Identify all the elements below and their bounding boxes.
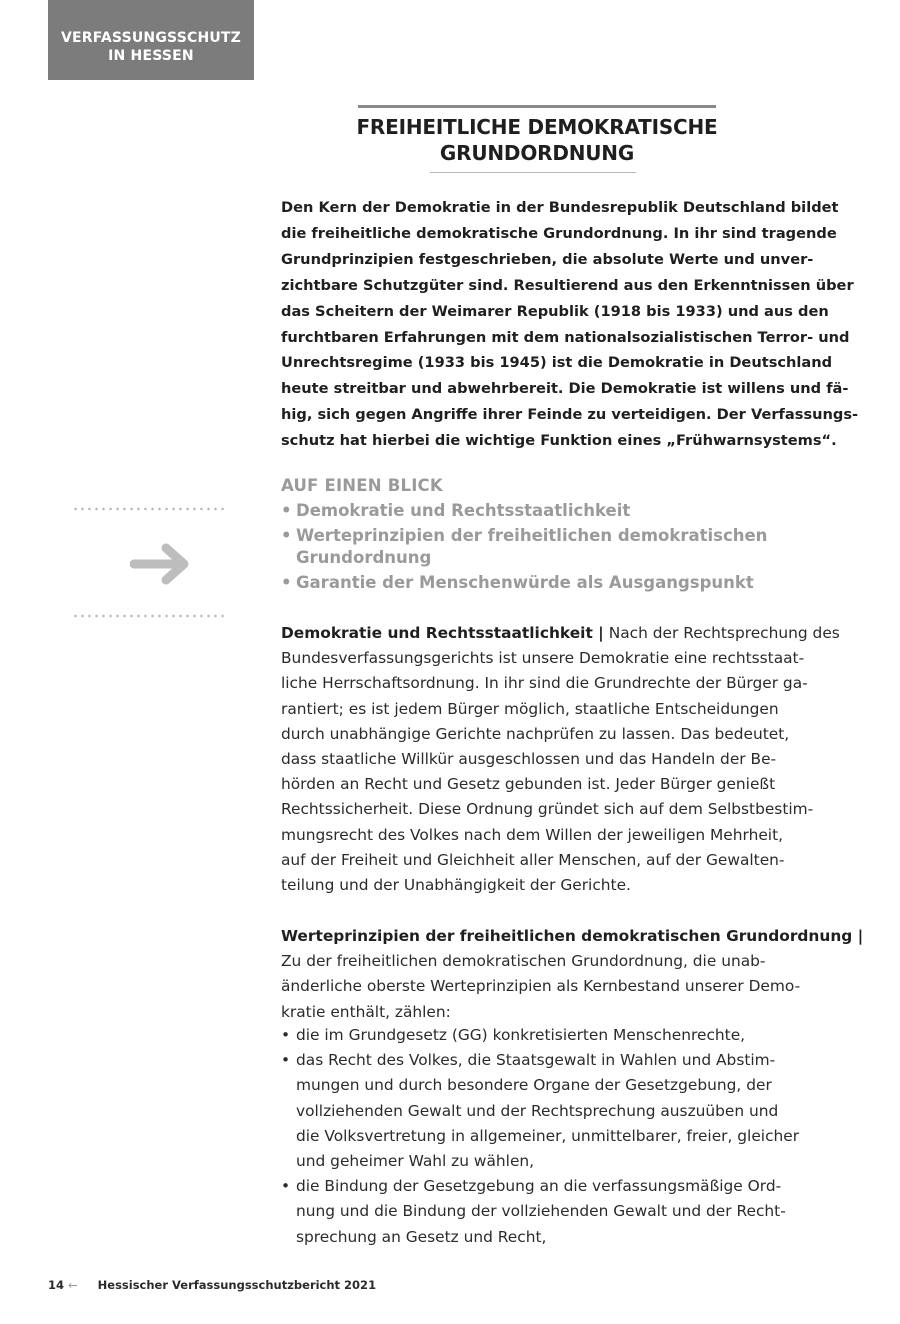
section-first-line	[281, 621, 840, 646]
section-lead: Demokratie und Rechtsstaatlichkeit |	[281, 624, 604, 642]
section-line: teilung und der Unabhängigkeit der Gerichte.	[281, 876, 631, 895]
section-line: Zu der freiheitlichen demokratischen Grundordnung, die unab-	[281, 952, 766, 971]
header-tab	[48, 0, 254, 80]
glance-item-line: • Werteprinzipien der freiheitlichen demokratischen	[296, 526, 768, 545]
section-line: Bundesverfassungsgerichts ist unsere Demokratie eine rechtsstaat-	[281, 649, 805, 668]
section-line: änderliche oberste Werteprinzipien als Kernbestand unserer Demo-	[281, 977, 801, 996]
intro-line: heute streitbar und abwehrbereit. Die Demokratie ist willens und fä-	[281, 380, 849, 398]
section-democracy	[281, 621, 840, 898]
glance-item-line: • Demokratie und Rechtsstaatlichkeit	[296, 501, 631, 520]
intro-line: schutz hat hierbei die wichtige Funktion eines „Frühwarnsystems“.	[281, 432, 837, 450]
section-line: durch unabhängige Gerichte nachprüfen zu lassen. Das bedeutet,	[281, 724, 790, 743]
arrow-left-icon: ←	[68, 1278, 78, 1292]
intro-line: das Scheitern der Weimarer Republik (1918 bis 1933) und aus den	[281, 302, 829, 320]
footer-title: Hessischer Verfassungsschutzbericht 2021	[97, 1278, 377, 1292]
bullet-line: • das Recht des Volkes, die Staatsgewalt in Wahlen und Abstim-	[296, 1051, 776, 1070]
values-bullet-list	[281, 1023, 801, 1250]
page-footer	[48, 1278, 376, 1292]
intro-line: furchtbaren Erfahrungen mit dem nationalsozialistischen Terror- und	[281, 328, 850, 346]
section-line: mungsrecht des Volkes nach dem Willen der jeweiligen Mehrheit,	[281, 825, 784, 844]
glance-heading: AUF EINEN BLICK	[281, 476, 443, 495]
header-line-1: VERFASSUNGSSCHUTZ	[60, 30, 242, 46]
title-line-1: FREIHEITLICHE DEMOKRATISCHE	[356, 115, 718, 139]
bullet-line: die Volksvertretung in allgemeiner, unmittelbarer, freier, gleicher	[296, 1126, 800, 1145]
intro-line: Den Kern der Demokratie in der Bundesrepublik Deutschland bildet	[281, 199, 839, 216]
glance-item-line: • Garantie der Menschenwürde als Ausgangspunkt	[296, 573, 754, 592]
glance-item	[281, 525, 768, 569]
section-line: liche Herrschaftsordnung. In ihr sind die Grundrechte der Bürger ga-	[281, 674, 808, 693]
glance-list	[281, 500, 768, 597]
section-first-line-rest: Nach der Rechtsprechung des	[603, 624, 840, 642]
intro-line: hig, sich gegen Angriffe ihrer Feinde zu verteidigen. Der Verfassungs-	[281, 406, 859, 424]
glance-item	[281, 572, 761, 594]
glance-item-line: Grundordnung	[296, 548, 432, 567]
intro-line: Grundprinzipien festgeschrieben, die absolute Werte und unver-	[281, 250, 814, 268]
glance-item	[281, 500, 761, 522]
intro-line: Unrechtsregime (1933 bis 1945) ist die Demokratie in Deutschland	[281, 354, 833, 372]
title-underline	[430, 172, 636, 173]
bullet-item	[281, 1048, 801, 1174]
section-line: kratie enthält, zählen:	[281, 1002, 451, 1021]
bullet-line: sprechung an Gesetz und Recht,	[296, 1227, 547, 1246]
bullet-line: nung und die Bindung der vollziehenden Gewalt und der Recht-	[296, 1202, 786, 1221]
page-number: 14	[48, 1278, 65, 1292]
arrow-right-icon	[130, 540, 196, 588]
bullet-line: und geheimer Wahl zu wählen,	[296, 1152, 535, 1171]
dotted-divider-bottom	[72, 614, 228, 618]
section-line: auf der Freiheit und Gleichheit aller Menschen, auf der Gewalten-	[281, 850, 785, 869]
intro-line: zichtbare Schutzgüter sind. Resultierend aus den Erkenntnissen über	[281, 276, 854, 294]
dotted-divider-top	[72, 507, 228, 511]
intro-paragraph	[281, 195, 859, 454]
header-line-2: IN HESSEN	[108, 48, 194, 64]
title-line-2: GRUNDORDNUNG	[439, 141, 635, 165]
page-title	[340, 114, 734, 166]
section-line: hörden an Recht und Gesetz gebunden ist. Jeder Bürger genießt	[281, 775, 776, 794]
bullet-item	[281, 1174, 801, 1250]
bullet-line: mungen und durch besondere Organe der Gesetzgebung, der	[296, 1076, 772, 1095]
section-lead: Werteprinzipien der freiheitlichen demokratischen Grundordnung |	[281, 927, 864, 945]
section-line: dass staatliche Willkür ausgeschlossen und das Handeln der Be-	[281, 750, 777, 769]
section-lead-line	[281, 924, 864, 949]
section-values	[281, 924, 864, 1025]
section-line: Rechtssicherheit. Diese Ordnung gründet sich auf dem Selbstbestim-	[281, 800, 814, 819]
intro-line: die freiheitliche demokratische Grundordnung. In ihr sind tragende	[281, 224, 837, 242]
section-line: rantiert; es ist jedem Bürger möglich, staatliche Entscheidungen	[281, 699, 779, 718]
title-top-rule	[358, 105, 716, 108]
bullet-line: • die Bindung der Gesetzgebung an die verfassungsmäßige Ord-	[296, 1177, 782, 1196]
bullet-line: • die im Grundgesetz (GG) konkretisierten Menschenrechte,	[296, 1026, 746, 1044]
bullet-line: vollziehenden Gewalt und der Rechtsprechung auszuüben und	[296, 1101, 779, 1120]
bullet-item	[281, 1023, 801, 1048]
